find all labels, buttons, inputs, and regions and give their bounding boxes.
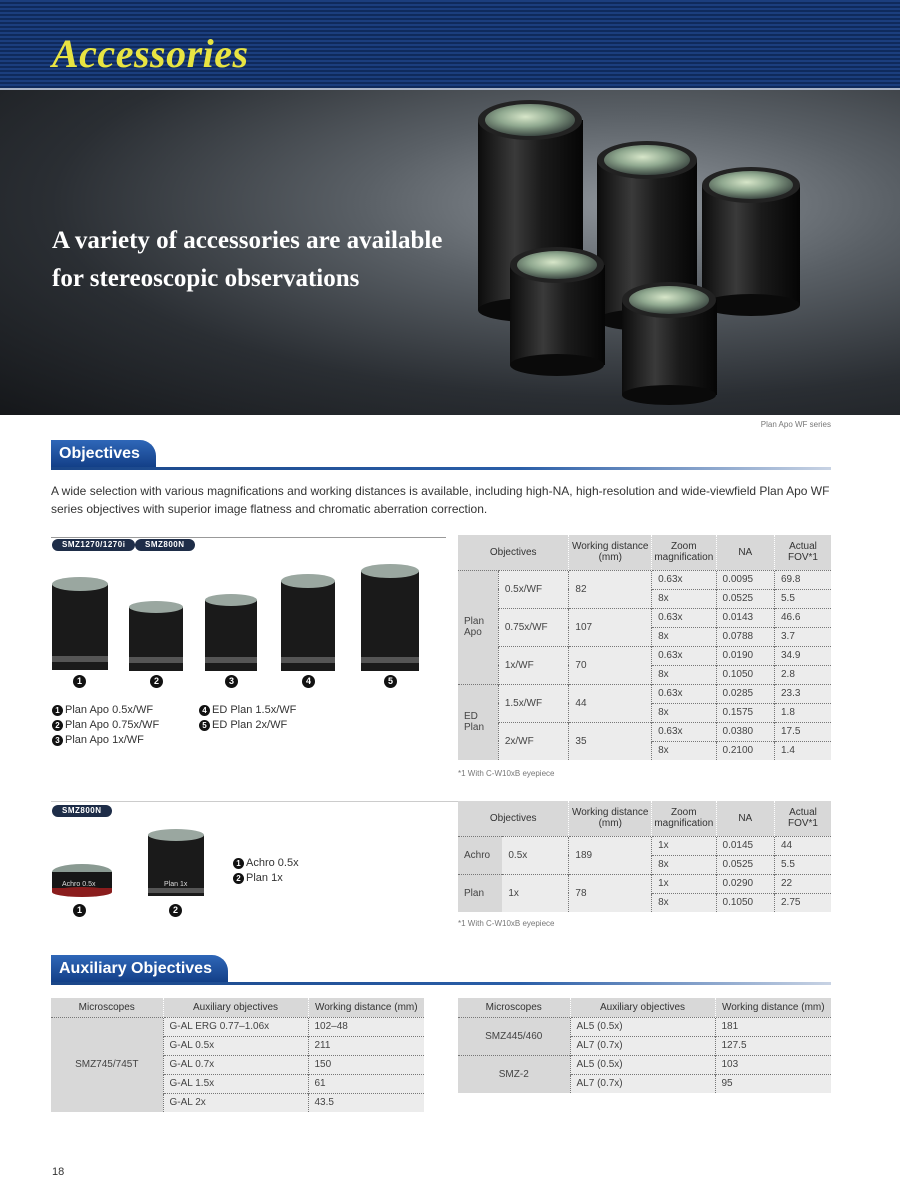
col-header-microscopes: Microscopes (458, 998, 570, 1017)
hero-banner (0, 90, 900, 415)
lens-number-5: 5 (384, 675, 397, 688)
table-cell: 0.63x (652, 646, 716, 665)
table-cell: 46.6 (775, 608, 832, 627)
table-row (458, 684, 831, 703)
auxiliary-section-title: Auxiliary Objectives (51, 955, 228, 983)
auxiliary-table-left (51, 998, 424, 1112)
table-cell: 17.5 (775, 722, 832, 741)
table-cell: 0.0285 (716, 684, 774, 703)
table-cell: 211 (308, 1036, 424, 1055)
plan-lens-label: Plan 1x (164, 881, 188, 888)
table-cell: 69.8 (775, 570, 832, 589)
achro-05x-lens-icon (50, 862, 114, 898)
table-row (458, 1017, 831, 1036)
item-number: 5 (199, 720, 210, 731)
microscope-label-smz2: SMZ-2 (458, 1055, 570, 1093)
list-item (52, 733, 159, 748)
page-number: 18 (52, 1166, 65, 1178)
table-cell: 0.63x (652, 684, 716, 703)
group-label-ed-plan: ED Plan (458, 684, 498, 760)
table-row (458, 836, 831, 855)
table-cell: 0.75x/WF (498, 608, 569, 646)
table-cell: 34.9 (775, 646, 832, 665)
table-cell: 0.0788 (716, 627, 774, 646)
group2-item-list (233, 856, 299, 886)
page-title: Accessories (52, 31, 249, 76)
table-cell: 1.8 (775, 703, 832, 722)
table-cell: 8x (652, 703, 716, 722)
table-cell: G-AL 0.5x (163, 1036, 308, 1055)
model-badge-smz800n-2: SMZ800N (52, 805, 112, 817)
hero-caption: Plan Apo WF series (760, 420, 831, 429)
plan-apo-05x-lens-icon (50, 576, 110, 671)
table-cell: 0.63x (652, 722, 716, 741)
col-header-working-distance: Working distance (mm) (569, 535, 652, 570)
table-cell: 8x (652, 741, 716, 760)
model-badge-smz1270: SMZ1270/1270i (52, 539, 135, 551)
objectives-intro: A wide selection with various magnifications and working distances is available, including high-NA, high-resolution and wide-viewfield Plan Apo WF series objectives with superior image flatness and chromatic aberration correction. (51, 484, 830, 516)
table-row (458, 722, 831, 741)
table-cell: AL5 (0.5x) (570, 1017, 715, 1036)
table-cell: G-AL 1.5x (163, 1074, 308, 1093)
table-cell: 22 (775, 874, 832, 893)
group1-item-list-left (52, 703, 159, 748)
model-badge-smz800n: SMZ800N (135, 539, 195, 551)
table-cell: 1x/WF (498, 646, 569, 684)
table-cell: AL5 (0.5x) (570, 1055, 715, 1074)
auxiliary-section-header (51, 955, 831, 985)
table-cell: 0.1575 (716, 703, 774, 722)
table-cell: 1.5x/WF (498, 684, 569, 722)
hero-headline-line1: A variety of accessories are available (52, 227, 443, 254)
table-cell: 0.0525 (716, 855, 774, 874)
objectives-spec-table-1 (458, 535, 831, 760)
col-header-zoom: Zoom magnification (652, 535, 716, 570)
table-cell: 78 (569, 874, 652, 912)
lens-number-2: 2 (169, 904, 182, 917)
table-row (458, 570, 831, 589)
lens-number-2: 2 (150, 675, 163, 688)
item-label: ED Plan 1.5x/WF (212, 704, 297, 716)
table-cell: AL7 (0.7x) (570, 1036, 715, 1055)
item-label: Plan Apo 0.5x/WF (65, 704, 154, 716)
col-header-na: NA (716, 801, 774, 836)
table-cell: 5.5 (775, 855, 832, 874)
table-cell: 0.0143 (716, 608, 774, 627)
table2-footnote: *1 With C-W10xB eyepiece (458, 919, 555, 928)
item-number: 1 (233, 858, 244, 869)
objective-lenses-photo (470, 90, 850, 415)
col-header-microscopes: Microscopes (51, 998, 163, 1017)
list-item (199, 703, 296, 718)
list-item (233, 856, 299, 871)
col-header-auxiliary-objectives: Auxiliary objectives (163, 998, 308, 1017)
item-number: 2 (233, 873, 244, 884)
plan-apo-1x-lens-icon (203, 593, 259, 671)
col-header-na: NA (716, 535, 774, 570)
list-item (52, 718, 159, 733)
table-cell: 1x (652, 874, 716, 893)
achro-lens-label: Achro 0.5x (62, 881, 96, 888)
table-cell: 0.0095 (716, 570, 774, 589)
group-label-plan: Plan (458, 874, 502, 912)
table-cell: 1x (502, 874, 569, 912)
section-rule (51, 982, 831, 985)
table-cell: 2.75 (775, 893, 832, 912)
table-cell: 8x (652, 855, 716, 874)
table-cell: 0.5x/WF (498, 570, 569, 608)
hero-headline-line2: for stereoscopic observations (52, 265, 360, 292)
table-cell: 0.2100 (716, 741, 774, 760)
auxiliary-table-right (458, 998, 831, 1093)
table-cell: 8x (652, 589, 716, 608)
table-cell: 23.3 (775, 684, 832, 703)
col-header-working-distance: Working distance (mm) (308, 998, 424, 1017)
lens-number-3: 3 (225, 675, 238, 688)
list-item (233, 871, 299, 886)
lens-number-4: 4 (302, 675, 315, 688)
item-label: Plan 1x (246, 872, 283, 884)
table-cell: 3.7 (775, 627, 832, 646)
hero-headline (52, 222, 442, 298)
item-label: ED Plan 2x/WF (212, 719, 288, 731)
ed-plan-2x-lens-icon (359, 563, 421, 671)
group-label-achro: Achro (458, 836, 502, 874)
table-cell: 0.63x (652, 608, 716, 627)
table-cell: 102–48 (308, 1017, 424, 1036)
item-label: Plan Apo 0.75x/WF (65, 719, 160, 731)
col-header-zoom: Zoom magnification (652, 801, 716, 836)
table-cell: 150 (308, 1055, 424, 1074)
table-cell: 0.0290 (716, 874, 774, 893)
table-cell: 0.0145 (716, 836, 774, 855)
objectives-section-header (51, 440, 831, 470)
table-row (458, 646, 831, 665)
table-row (51, 1017, 424, 1036)
table1-footnote: *1 With C-W10xB eyepiece (458, 769, 555, 778)
lens-number-1: 1 (73, 675, 86, 688)
table-cell: 1.4 (775, 741, 832, 760)
table-cell: 127.5 (715, 1036, 831, 1055)
table-cell: 0.1050 (716, 893, 774, 912)
table-cell: 95 (715, 1074, 831, 1093)
col-header-fov: Actual FOV*1 (775, 801, 832, 836)
table-row (458, 874, 831, 893)
table-cell: 61 (308, 1074, 424, 1093)
col-header-working-distance: Working distance (mm) (715, 998, 831, 1017)
table-cell: AL7 (0.7x) (570, 1074, 715, 1093)
plan-apo-075x-lens-icon (127, 600, 185, 671)
microscope-label-smz745: SMZ745/745T (51, 1017, 163, 1112)
table-cell: G-AL 2x (163, 1093, 308, 1112)
list-item (52, 703, 159, 718)
table-row (458, 1055, 831, 1074)
objectives-spec-table-2 (458, 801, 831, 912)
table-cell: 82 (569, 570, 652, 608)
table-cell: 5.5 (775, 589, 832, 608)
table-cell: 0.0525 (716, 589, 774, 608)
objectives-section-title: Objectives (51, 440, 156, 468)
microscope-label-smz445: SMZ445/460 (458, 1017, 570, 1055)
table-cell: 1x (652, 836, 716, 855)
col-header-fov: Actual FOV*1 (775, 535, 832, 570)
table-cell: 181 (715, 1017, 831, 1036)
table-cell: 44 (569, 684, 652, 722)
table-cell: 44 (775, 836, 832, 855)
item-label: Plan Apo 1x/WF (65, 734, 144, 746)
table-cell: 0.5x (502, 836, 569, 874)
table-row (458, 608, 831, 627)
item-label: Achro 0.5x (246, 857, 299, 869)
item-number: 2 (52, 720, 63, 731)
group-label-plan-apo: Plan Apo (458, 570, 498, 684)
table-cell: 2x/WF (498, 722, 569, 760)
ed-plan-15x-lens-icon (279, 573, 337, 671)
table-cell: G-AL 0.7x (163, 1055, 308, 1074)
col-header-working-distance: Working distance (mm) (569, 801, 652, 836)
table-cell: 70 (569, 646, 652, 684)
table-cell: 103 (715, 1055, 831, 1074)
section-rule (51, 467, 831, 470)
table-cell: 0.1050 (716, 665, 774, 684)
col-header-auxiliary-objectives: Auxiliary objectives (570, 998, 715, 1017)
table-cell: 8x (652, 627, 716, 646)
col-header-objectives: Objectives (458, 801, 569, 836)
table-cell: 35 (569, 722, 652, 760)
item-number: 1 (52, 705, 63, 716)
list-item (199, 718, 296, 733)
table-cell: 0.63x (652, 570, 716, 589)
table-cell: 43.5 (308, 1093, 424, 1112)
col-header-objectives: Objectives (458, 535, 569, 570)
lens-number-1: 1 (73, 904, 86, 917)
table-cell: 2.8 (775, 665, 832, 684)
table-cell: 8x (652, 893, 716, 912)
table-cell: 0.0190 (716, 646, 774, 665)
table-cell: 189 (569, 836, 652, 874)
table-cell: 107 (569, 608, 652, 646)
group1-item-list-right (199, 703, 296, 733)
item-number: 4 (199, 705, 210, 716)
group1-rule (51, 537, 446, 538)
item-number: 3 (52, 735, 63, 746)
table-cell: 0.0380 (716, 722, 774, 741)
table-cell: G-AL ERG 0.77–1.06x (163, 1017, 308, 1036)
table-cell: 8x (652, 665, 716, 684)
